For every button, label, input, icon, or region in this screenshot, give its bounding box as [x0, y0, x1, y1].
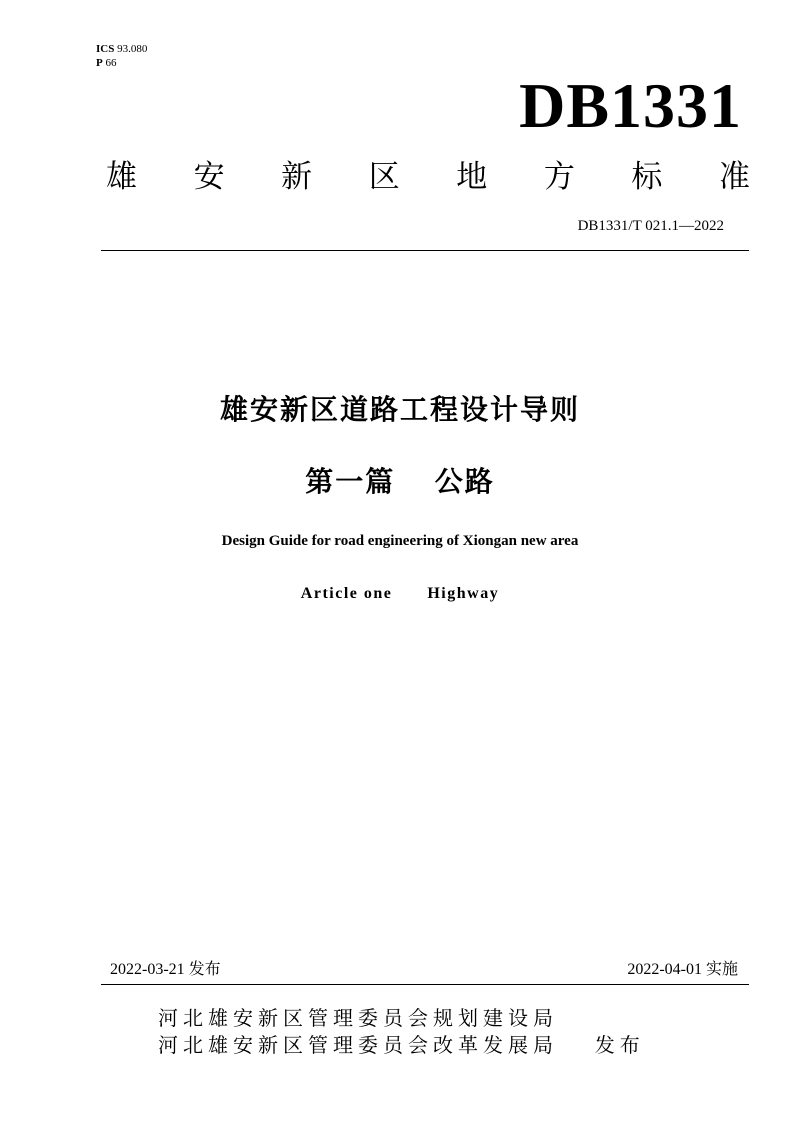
standard-number: DB1331/T 021.1—2022: [577, 218, 724, 234]
subtitle-name: 公路: [434, 465, 495, 498]
standard-type-char: 区: [368, 159, 400, 195]
standard-type-char: 地: [456, 159, 488, 195]
subtitle-english-name: Highway: [427, 585, 500, 602]
subtitle-english: [0, 585, 800, 603]
ics-label: ICS: [96, 43, 115, 55]
subtitle-chinese: [0, 460, 800, 500]
publish-action: 发布: [594, 1033, 645, 1057]
publisher-line-1: 河北雄安新区管理委员会规划建设局: [158, 1006, 558, 1030]
publisher-line-2: [158, 1031, 645, 1059]
footer-divider: [101, 984, 749, 985]
standard-type-char: 雄: [106, 159, 137, 195]
p-code: [96, 56, 147, 70]
ics-code: [96, 42, 147, 56]
standard-type-char: 安: [193, 159, 225, 195]
subtitle-english-part: Article one: [300, 585, 393, 602]
classification-codes: [96, 42, 147, 70]
standard-type-char: 新: [281, 159, 313, 195]
implementation-date: 2022-04-01 实施: [627, 961, 738, 978]
p-value: 66: [105, 57, 117, 69]
standard-type-char: 标: [631, 159, 663, 195]
issue-date: 2022-03-21 发布: [110, 961, 221, 978]
p-label: P: [96, 57, 103, 69]
title-english: Design Guide for road engineering of Xiongan new area: [221, 533, 579, 549]
standard-type-char: 准: [718, 159, 750, 195]
standard-type: [106, 156, 750, 198]
subtitle-part: 第一篇: [305, 465, 396, 498]
title-chinese: 雄安新区道路工程设计导则: [219, 393, 580, 426]
ics-value: 93.080: [117, 43, 148, 55]
publisher-name: 河北雄安新区管理委员会改革发展局: [158, 1033, 558, 1057]
standard-type-char: 方: [543, 159, 575, 195]
header-divider: [101, 250, 749, 251]
standard-code: DB1331: [519, 70, 742, 141]
